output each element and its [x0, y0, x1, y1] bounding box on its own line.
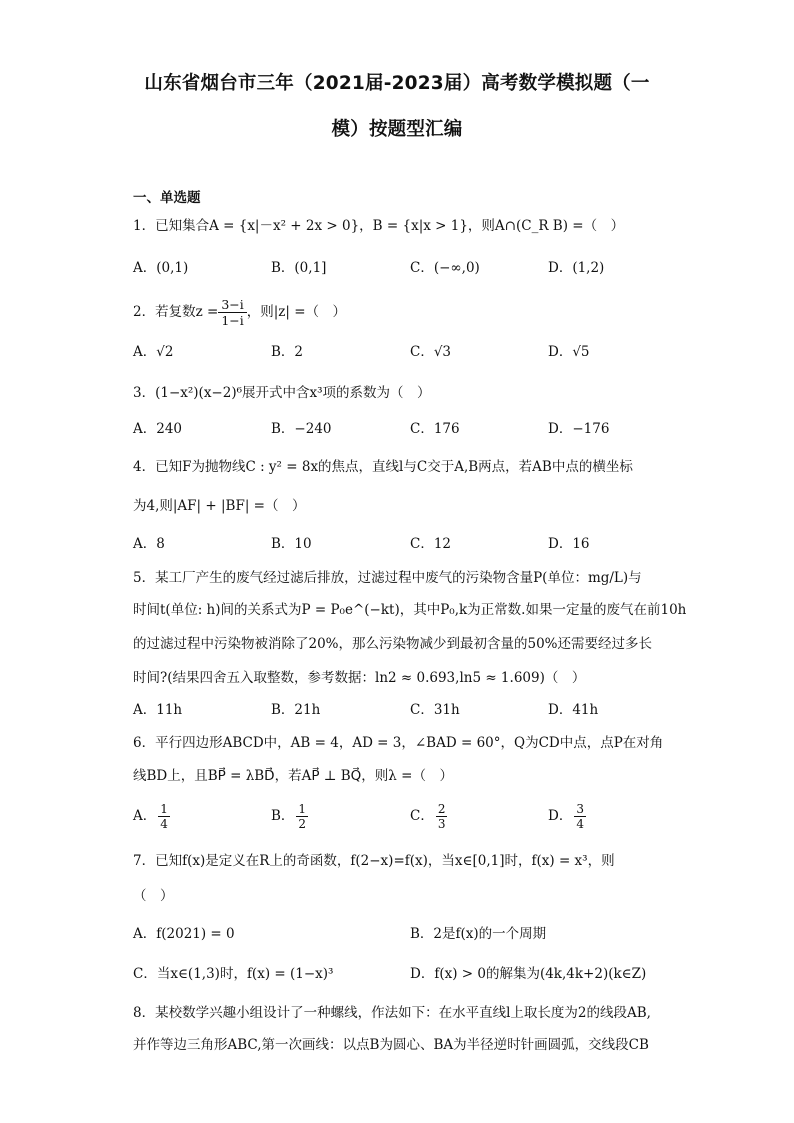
question-6-option-a-denominator: 4 — [160, 817, 168, 831]
question-4-option-b: B．10 — [271, 536, 312, 552]
question-2-option-d: D．√5 — [548, 344, 590, 360]
question-7-line-1: 7．已知f(x)是定义在R上的奇函数，f(2−x)=f(x)，当x∈[0,1]时，f(x) = x³，则 — [133, 853, 615, 869]
question-2-option-c: C．√3 — [410, 344, 452, 360]
question-2-fraction — [218, 297, 246, 328]
question-2-fraction-denominator: 1−i — [221, 313, 244, 328]
question-6-option-a-numerator: 1 — [160, 802, 168, 816]
question-5-line-2: 时间t(单位: h)间的关系式为P = P₀e^(−kt)，其中P₀,k为正常数.如果一定量的废气在前10h — [133, 602, 687, 618]
question-3-option-b: B．−240 — [271, 421, 332, 437]
question-5-option-a: A．11h — [133, 702, 183, 718]
question-6-option-b-label: B． — [271, 808, 295, 824]
question-6-line-1: 6．平行四边形ABCD中，AB = 4，AD = 3，∠BAD = 60°，Q为CD中点，点P在对角 — [133, 735, 664, 751]
question-8-line-2: 并作等边三角形ABC,第一次画线：以点B为圆心、BA为半径逆时针画圆弧，交线段CB — [133, 1037, 649, 1053]
question-6-option-a — [133, 802, 172, 831]
question-4-option-c: C．12 — [410, 536, 452, 552]
question-1-option-c: C．(−∞,0) — [410, 260, 480, 276]
question-6-option-b — [271, 802, 310, 831]
question-6-option-d-fraction — [574, 802, 586, 831]
question-1-option-a: A．(0,1) — [133, 260, 189, 276]
question-3-option-d: D．−176 — [548, 421, 610, 437]
question-6-option-b-numerator: 1 — [298, 802, 307, 816]
question-7-option-d: D．f(x) > 0的解集为(4k,4k+2)(k∈Z) — [410, 966, 647, 982]
section-heading: 一、单选题 — [133, 190, 201, 206]
question-7-option-c: C．当x∈(1,3)时，f(x) = (1−x)³ — [133, 966, 334, 982]
question-2-option-b: B．2 — [271, 344, 304, 360]
question-4-option-d: D．16 — [548, 536, 590, 552]
question-5-option-b: B．21h — [271, 702, 321, 718]
question-6-option-c-fraction — [436, 802, 448, 831]
question-5-option-c: C．31h — [410, 702, 460, 718]
question-6-option-c-numerator: 2 — [437, 802, 446, 816]
question-6-option-b-denominator: 2 — [298, 817, 307, 831]
question-7-option-a: A．f(2021) = 0 — [133, 926, 235, 942]
question-6-option-d-label: D． — [548, 808, 573, 824]
question-1-option-d: D．(1,2) — [548, 260, 605, 276]
question-5-line-1: 5．某工厂产生的废气经过滤后排放，过滤过程中废气的污染物含量P(单位：mg/L)与 — [133, 570, 642, 586]
document-title-line-1: 山东省烟台市三年（2021届-2023届）高考数学模拟题（一 — [144, 73, 650, 94]
question-6-option-c — [410, 802, 449, 831]
question-6-option-d-denominator: 4 — [576, 817, 584, 831]
question-2-option-a: A．√2 — [133, 344, 174, 360]
question-6-option-a-label: A． — [133, 808, 157, 824]
question-6-option-c-label: C． — [410, 808, 434, 824]
question-3-option-c: C．176 — [410, 421, 460, 437]
question-1-stem: 1．已知集合A = {x|－x² + 2x > 0}，B = {x|x > 1}，则A∩(C_R B) =（ ） — [133, 218, 625, 234]
question-2-stem — [133, 297, 663, 328]
question-6-option-b-fraction — [296, 802, 308, 831]
question-6-option-d-numerator: 3 — [576, 802, 584, 816]
question-2-stem-prefix: 2．若复数z = — [133, 304, 219, 320]
question-6-line-2: 线BD上，且BP⃗ = λBD⃗，若AP⃗ ⊥ BQ⃗，则λ =（ ） — [133, 768, 453, 784]
question-7-line-2: （ ） — [133, 888, 174, 904]
question-4-line-1: 4．已知F为抛物线C : y² = 8x的焦点，直线l与C交于A,B两点，若AB中点的横坐标 — [133, 459, 633, 475]
question-1-option-b: B．(0,1] — [271, 260, 327, 276]
question-3-stem: 3．(1−x²)(x−2)⁶展开式中含x³项的系数为（ ） — [133, 385, 431, 401]
question-8-line-1: 8．某校数学兴趣小组设计了一种螺线，作法如下：在水平直线l上取长度为2的线段AB, — [133, 1005, 651, 1021]
document-title-line-2: 模）按题型汇编 — [331, 119, 463, 140]
question-5-line-4: 时间?(结果四舍五入取整数，参考数据：ln2 ≈ 0.693,ln5 ≈ 1.609)（ ） — [133, 670, 586, 686]
question-6-option-d — [548, 802, 588, 831]
question-6-option-a-fraction — [158, 802, 170, 831]
question-2-stem-suffix: ，则|z| =（ ） — [246, 304, 347, 320]
question-6-option-c-denominator: 3 — [437, 817, 446, 831]
question-5-line-3: 的过滤过程中污染物被消除了20%，那么污染物减少到最初含量的50%还需要经过多长 — [133, 636, 653, 652]
question-5-option-d: D．41h — [548, 702, 599, 718]
question-7-option-b: B．2是f(x)的一个周期 — [410, 926, 547, 942]
question-3-option-a: A．240 — [133, 421, 183, 437]
question-4-line-2: 为4,则|AF| + |BF| =（ ） — [133, 498, 306, 514]
question-4-option-a: A．8 — [133, 536, 165, 552]
question-2-fraction-numerator: 3−i — [218, 297, 246, 313]
